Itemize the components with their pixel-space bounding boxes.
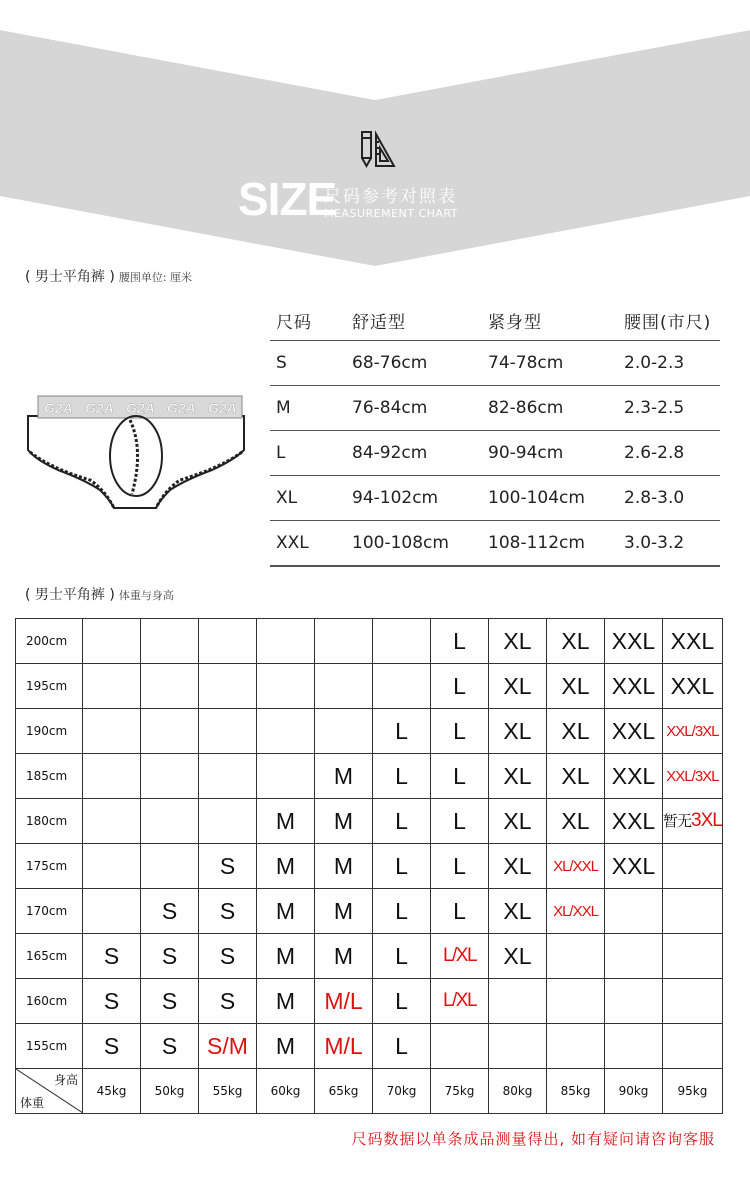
size-cell: [257, 709, 315, 754]
table-row: [16, 844, 723, 889]
comfort-cell: 84-92cm: [346, 431, 482, 476]
size-cell: [141, 844, 199, 889]
size-cell: M: [257, 889, 315, 934]
header-size: 尺码: [270, 300, 346, 341]
table-row: [270, 341, 720, 386]
table-row: [16, 754, 723, 799]
size-cell: [199, 664, 257, 709]
section2-title-text: ( 男士平角裤 ): [25, 587, 115, 603]
size-cell: S: [199, 889, 257, 934]
size-cell: S: [199, 934, 257, 979]
size-cell: [489, 1024, 547, 1069]
size-cell: [547, 934, 605, 979]
height-label: 200cm: [16, 619, 83, 664]
size-cell: M: [315, 934, 373, 979]
waist-cell: 3.0-3.2: [618, 521, 720, 567]
size-cell: [663, 934, 723, 979]
comfort-cell: 100-108cm: [346, 521, 482, 567]
table-row: [16, 1024, 723, 1069]
height-label: 170cm: [16, 889, 83, 934]
comfort-cell: 68-76cm: [346, 341, 482, 386]
size-cell: M: [315, 844, 373, 889]
height-label: 160cm: [16, 979, 83, 1024]
unavailable-size: 3XL: [691, 810, 722, 831]
waistband-logo-2: G2A: [85, 400, 114, 416]
table-row: [16, 619, 723, 664]
weight-label: 55kg: [199, 1069, 257, 1114]
unavailable-label: 暂无: [663, 813, 692, 830]
size-cell: XL: [270, 476, 346, 521]
size-cell: XL: [489, 889, 547, 934]
weight-label: 50kg: [141, 1069, 199, 1114]
size-cell: [199, 799, 257, 844]
weight-label: 80kg: [489, 1069, 547, 1114]
weight-row: [16, 1069, 723, 1114]
size-cell: L: [373, 709, 431, 754]
size-cell: [547, 1024, 605, 1069]
section2-subtitle: 体重与身高: [118, 589, 174, 602]
size-cell: S: [270, 341, 346, 386]
size-cell: [83, 664, 141, 709]
size-cell: L: [373, 1024, 431, 1069]
waist-cell: 2.8-3.0: [618, 476, 720, 521]
size-cell: L/XL: [431, 979, 489, 1024]
size-cell: L: [431, 664, 489, 709]
header-tight: 紧身型: [482, 300, 618, 341]
size-cell: [199, 754, 257, 799]
size-cell: S: [83, 934, 141, 979]
size-cell: XL: [489, 619, 547, 664]
size-cell: L: [431, 889, 489, 934]
table-row: [270, 431, 720, 476]
chart-title-en: MEASUREMENT CHART: [324, 207, 459, 220]
size-cell: XL: [489, 844, 547, 889]
weight-label: 60kg: [257, 1069, 315, 1114]
size-cell: [199, 619, 257, 664]
size-cell: XL: [489, 799, 547, 844]
size-cell: XL: [547, 664, 605, 709]
header-waist: 腰围(市尺): [618, 300, 720, 341]
size-cell: [663, 844, 723, 889]
weight-label: 90kg: [605, 1069, 663, 1114]
table-row: [270, 476, 720, 521]
size-cell: M: [257, 979, 315, 1024]
waist-cell: 2.3-2.5: [618, 386, 720, 431]
tight-cell: 100-104cm: [482, 476, 618, 521]
size-cell: [605, 934, 663, 979]
size-cell: L: [373, 844, 431, 889]
waistband-logo-3: G2A: [126, 400, 155, 416]
size-cell: [663, 1024, 723, 1069]
height-weight-table: [15, 618, 723, 1114]
size-cell: L: [373, 754, 431, 799]
size-cell: [257, 664, 315, 709]
size-cell: [83, 709, 141, 754]
size-cell: S: [83, 1024, 141, 1069]
size-cell: S: [199, 979, 257, 1024]
height-weight-table-body: [16, 619, 723, 1114]
table-row: [16, 709, 723, 754]
size-cell: M/L: [315, 979, 373, 1024]
size-heading: SIZE: [238, 173, 337, 225]
corner-cell: [16, 1069, 83, 1114]
size-cell: M: [315, 799, 373, 844]
size-cell: XL: [547, 619, 605, 664]
size-cell: XL: [547, 799, 605, 844]
size-cell: [83, 889, 141, 934]
table-row: [270, 521, 720, 567]
chart-title-cn: 尺码参考对照表: [324, 187, 457, 207]
size-cell: M: [257, 934, 315, 979]
size-cell: XL: [547, 709, 605, 754]
size-cell: XXL: [605, 754, 663, 799]
header-comfort: 舒适型: [346, 300, 482, 341]
table-row: [16, 889, 723, 934]
size-cell: [489, 979, 547, 1024]
table-row: [16, 799, 723, 844]
height-label: 155cm: [16, 1024, 83, 1069]
size-cell: L: [373, 799, 431, 844]
height-label: 175cm: [16, 844, 83, 889]
weight-label: 65kg: [315, 1069, 373, 1114]
size-cell: L: [431, 844, 489, 889]
size-cell: [315, 709, 373, 754]
size-cell: M: [257, 1024, 315, 1069]
comfort-cell: 94-102cm: [346, 476, 482, 521]
size-cell: XXL: [605, 799, 663, 844]
size-cell: XXL: [605, 664, 663, 709]
size-cell: XXL/3XL: [663, 709, 723, 754]
size-cell: S/M: [199, 1024, 257, 1069]
size-cell: [373, 664, 431, 709]
section2-title: [25, 584, 174, 604]
size-cell: [663, 979, 723, 1024]
size-cell: L: [431, 754, 489, 799]
size-cell: S: [141, 1024, 199, 1069]
size-cell: XXL/3XL: [663, 754, 723, 799]
size-cell: L: [270, 431, 346, 476]
waist-size-table: [270, 300, 720, 567]
corner-weight-label: 体重: [20, 1096, 45, 1110]
size-cell: XL: [489, 664, 547, 709]
size-cell: XXL: [605, 709, 663, 754]
tight-cell: 90-94cm: [482, 431, 618, 476]
weight-label: 85kg: [547, 1069, 605, 1114]
size-cell: L: [431, 619, 489, 664]
size-cell: M: [257, 799, 315, 844]
waistband-logo-5: G2A: [208, 400, 237, 416]
waist-cell: 2.6-2.8: [618, 431, 720, 476]
size-cell: L/XL: [431, 934, 489, 979]
size-cell: [373, 619, 431, 664]
height-label: 195cm: [16, 664, 83, 709]
waist-size-table-body: [270, 341, 720, 567]
size-cell: L: [431, 709, 489, 754]
height-label: 180cm: [16, 799, 83, 844]
header-banner: [0, 0, 750, 270]
size-cell: [141, 619, 199, 664]
size-cell: XL/XXL: [547, 889, 605, 934]
height-label: 190cm: [16, 709, 83, 754]
size-cell: [431, 1024, 489, 1069]
weight-label: 45kg: [83, 1069, 141, 1114]
size-cell: XL: [489, 754, 547, 799]
comfort-cell: 76-84cm: [346, 386, 482, 431]
size-cell: L: [373, 934, 431, 979]
size-cell: M: [257, 844, 315, 889]
size-cell: [605, 1024, 663, 1069]
size-cell: [605, 889, 663, 934]
size-cell: [315, 664, 373, 709]
table-header-row: [270, 300, 720, 341]
height-label: 185cm: [16, 754, 83, 799]
size-cell: S: [141, 979, 199, 1024]
size-cell: [83, 799, 141, 844]
size-cell: XXL: [663, 619, 723, 664]
size-cell: L: [431, 799, 489, 844]
size-cell: [141, 709, 199, 754]
size-cell: L: [373, 889, 431, 934]
size-cell: L: [373, 979, 431, 1024]
weight-label: 70kg: [373, 1069, 431, 1114]
size-cell: S: [199, 844, 257, 889]
section1-subtitle: 腰围单位: 厘米: [118, 271, 193, 284]
size-cell: [83, 844, 141, 889]
size-cell: S: [83, 979, 141, 1024]
waist-cell: 2.0-2.3: [618, 341, 720, 386]
size-cell: M: [315, 754, 373, 799]
size-cell: S: [141, 889, 199, 934]
tight-cell: 108-112cm: [482, 521, 618, 567]
size-cell: XXL: [663, 664, 723, 709]
section1-title: [25, 266, 192, 286]
size-cell: S: [141, 934, 199, 979]
size-cell: XL: [489, 709, 547, 754]
tight-cell: 82-86cm: [482, 386, 618, 431]
tight-cell: 74-78cm: [482, 341, 618, 386]
size-cell: [605, 979, 663, 1024]
size-cell: [315, 619, 373, 664]
size-cell: XL/XXL: [547, 844, 605, 889]
size-cell: M: [315, 889, 373, 934]
size-cell: [257, 754, 315, 799]
size-cell: [257, 619, 315, 664]
table-row: [16, 934, 723, 979]
weight-label: 75kg: [431, 1069, 489, 1114]
size-cell: [83, 754, 141, 799]
size-cell: XXL: [270, 521, 346, 567]
table-row: [270, 386, 720, 431]
corner-height-label: 身高: [53, 1073, 78, 1087]
size-cell: [141, 799, 199, 844]
size-cell: XL: [489, 934, 547, 979]
footer-note: 尺码数据以单条成品测量得出, 如有疑问请咨询客服: [351, 1130, 715, 1148]
size-cell: XL: [547, 754, 605, 799]
size-cell: [199, 709, 257, 754]
size-cell: M: [270, 386, 346, 431]
weight-label: 95kg: [663, 1069, 723, 1114]
table-row: [16, 979, 723, 1024]
section1-title-text: ( 男士平角裤 ): [25, 269, 115, 285]
size-cell: [663, 889, 723, 934]
size-cell: XXL: [605, 844, 663, 889]
size-cell: [663, 799, 723, 844]
waistband-logo-4: G2A: [167, 400, 196, 416]
size-cell: [83, 619, 141, 664]
table-row: [16, 664, 723, 709]
height-label: 165cm: [16, 934, 83, 979]
underwear-briefs-illustration: [20, 390, 250, 520]
size-cell: [141, 754, 199, 799]
size-cell: M/L: [315, 1024, 373, 1069]
size-cell: [547, 979, 605, 1024]
waistband-logo-1: G2A: [44, 400, 73, 416]
size-cell: XXL: [605, 619, 663, 664]
size-cell: [141, 664, 199, 709]
